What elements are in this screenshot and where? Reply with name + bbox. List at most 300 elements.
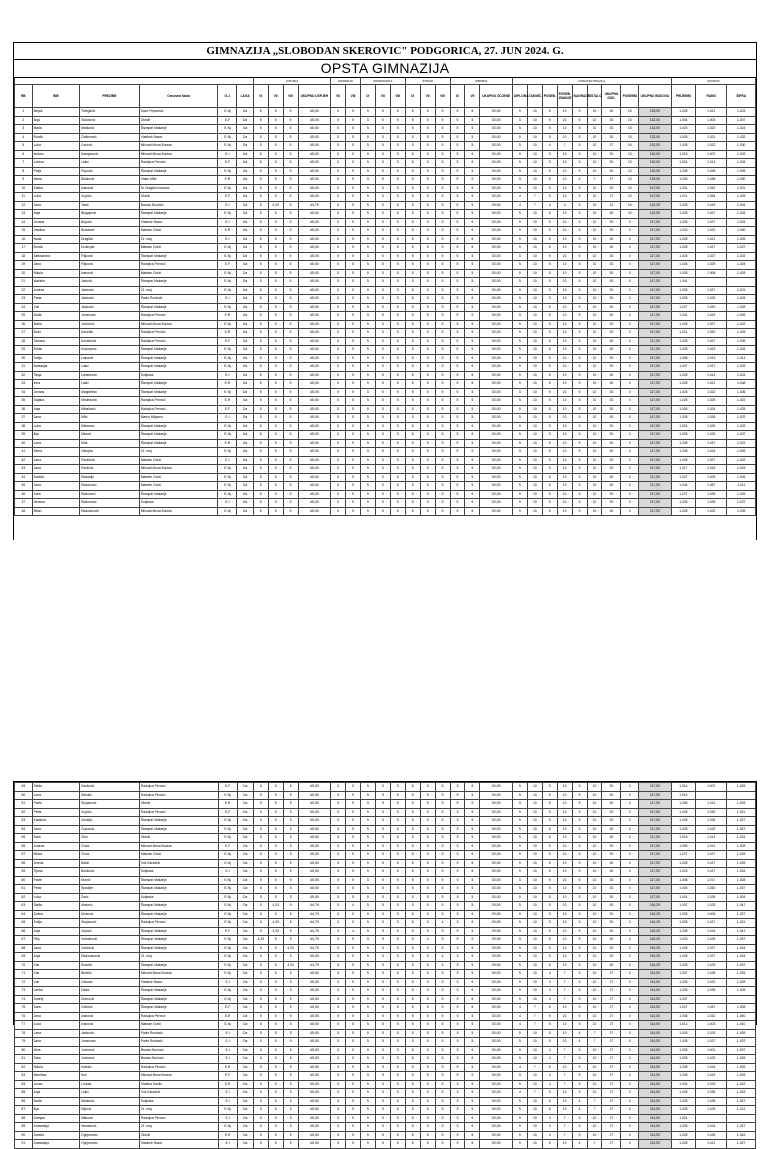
table-cell: 0 [621,910,639,919]
table-cell: Mejaš [32,108,79,117]
table-cell: 5 [512,405,527,414]
table-cell: 0 [621,499,639,508]
table-cell: 10 [621,184,639,193]
table-cell: 5 [283,125,298,134]
table-cell: 5 [435,346,450,355]
table-cell: 27 [602,1072,621,1081]
table-cell: 5 [405,851,420,860]
table-cell: 5 [253,482,268,491]
table-cell: 5 [450,184,465,193]
table-cell: 30,00 [480,337,513,346]
table-cell: 1-025 [727,193,756,202]
table-cell: 45,00 [298,791,331,800]
table-cell: 5 [253,791,268,800]
table-cell: 5 [572,286,587,295]
table-cell: 5 [360,210,375,219]
table-cell: 5 [375,431,390,440]
table-cell: 5 [420,210,435,219]
table-cell: 13 [621,167,639,176]
table-cell: 7 [587,1038,602,1047]
table-cell: 5 [435,978,450,987]
table-cell: 1.026 [696,414,727,423]
table-cell: 27 [602,1004,621,1013]
table-cell: 5 [435,388,450,397]
table-cell: 5 [390,167,405,176]
table-cell: 5 [450,176,465,185]
table-cell: 30,00 [480,261,513,270]
table-row [15,473,756,482]
table-cell: 5 [375,380,390,389]
table-cell: 61 [15,885,33,894]
table-cell: 4 [572,1038,587,1047]
table-cell: 5 [572,800,587,809]
table-cell: 62 [15,893,33,902]
table-cell: 5 [512,465,527,474]
table-cell: 5 [420,337,435,346]
table-cell: 34 [15,388,33,397]
table-cell: 30,00 [480,456,513,465]
table-cell: Da [237,859,253,868]
table-row [15,150,756,159]
table-cell: E-I [218,201,237,210]
table-cell: 1.027 [696,218,727,227]
table-cell: 5 [405,465,420,474]
table-cell: 5 [450,363,465,372]
table-cell: 7 [15,159,33,168]
table-cell: 5 [572,817,587,826]
table-cell: 5 [405,1114,420,1123]
table-cell: 129,00 [639,176,672,185]
table-cell: 5 [268,269,283,278]
table-cell: 5 [268,227,283,236]
table-cell: 5 [346,176,361,185]
table-cell: 1-024 [727,261,756,270]
table-cell: 1-028 [727,303,756,312]
table-cell: Jaković [80,278,140,287]
table-cell: Anastasija [32,1123,80,1132]
table-cell: 5 [360,329,375,338]
table-cell: 5 [465,825,480,834]
table-cell: 10 [527,868,542,877]
table-cell [696,791,727,800]
table-cell: 117,00 [639,876,672,885]
table-cell: 5 [253,363,268,372]
table-cell: 117,00 [639,817,672,826]
table-cell: 5 [450,834,465,843]
table-cell [727,995,756,1004]
table-cell: 5 [360,133,375,142]
table-cell: 5 [420,1004,435,1013]
table-cell: E-Nj [218,825,237,834]
table-cell: 10 [587,851,602,860]
table-cell: 1-026 [727,1055,756,1064]
table-cell: 5 [361,978,376,987]
table-cell: Štampar Makarije [139,363,218,372]
table-cell: 5 [331,1029,346,1038]
table-cell: 4 [542,201,557,210]
table-cell: 5 [465,1089,480,1098]
table-cell: 1-027 [727,910,756,919]
table-cell: 7 [527,1004,542,1013]
table-cell: 5 [346,791,361,800]
table-cell: 10 [557,1029,572,1038]
table-cell: 30 [602,490,621,499]
table-cell: 5 [346,261,361,270]
table-cell: Cekovic [80,978,140,987]
table-cell: 5 [283,902,298,911]
table-cell: 21. maj [139,448,218,457]
table-cell: 30,00 [480,1089,513,1098]
table-cell: 73 [15,987,33,996]
table-cell: 5 [253,252,268,261]
table-cell: 10 [587,953,602,962]
table-cell: 15 [621,116,639,125]
table-cell: 5 [405,1021,420,1030]
table-cell: 10 [527,970,542,979]
table-cell: 86 [15,1097,33,1106]
table-cell: 10 [527,269,542,278]
table-cell: 5 [512,893,527,902]
table-cell: Radojica Perović [139,405,218,414]
table-cell: Da [237,499,253,508]
table-cell: 10 [557,1063,572,1072]
table-cell: 1.011 [671,193,695,202]
table-cell: Radojica Perović [139,261,218,270]
table-cell: Da [237,893,253,902]
table-cell: 27 [602,1063,621,1072]
table-cell: 5 [435,808,450,817]
table-cell: Radojica Perović [139,1063,218,1072]
table-cell: 5 [360,218,375,227]
table-cell: 5 [375,868,390,877]
table-cell: E-F [218,159,237,168]
table-cell: 0 [621,473,639,482]
table-cell: 5 [331,405,346,414]
table-cell: 5 [360,142,375,151]
table-cell: 5 [465,201,480,210]
table-cell: 5 [465,1072,480,1081]
table-cell: E-Nj [218,210,237,219]
table-cell: 1-027 [727,1123,756,1132]
table-cell: 4 [572,1106,587,1115]
table-cell: 27 [602,193,621,202]
table-cell: 5 [268,286,283,295]
table-cell: 5 [450,1072,465,1081]
table-cell: Milica [32,851,80,860]
table-cell: 5 [361,808,376,817]
table-cell: 30,00 [480,851,513,860]
table-cell: 5 [360,448,375,457]
table-cell: 27 [602,970,621,979]
table-cell: 5 [253,961,268,970]
table-cell: Da [237,507,253,516]
table-cell: 5 [465,851,480,860]
table-cell: 5 [572,448,587,457]
table-cell: 5 [450,876,465,885]
table-cell: 10 [527,817,542,826]
table-cell: 5 [420,944,435,953]
table-cell: 5 [268,851,283,860]
table-cell: 5 [390,465,405,474]
table-cell: 5 [375,944,390,953]
table-cell: 10 [587,201,602,210]
table-cell: 5 [420,1063,435,1072]
table-cell: Maksim Gorki [139,244,218,253]
table-cell: 5 [361,876,376,885]
table-cell: 10 [587,167,602,176]
table-cell: 5 [572,439,587,448]
table-cell: E-I [218,868,237,877]
table-cell: 5 [465,184,480,193]
table-cell: Anja [32,927,80,936]
table-cell: 83 [15,1072,33,1081]
table-cell: 45,00 [298,150,331,159]
table-cell: 1.030 [696,885,727,894]
table-cell: 10 [557,1012,572,1021]
table-cell: 5 [390,995,405,1004]
table-cell: 5 [435,354,450,363]
table-cell: 5 [512,371,527,380]
table-cell: 5 [375,329,390,338]
table-cell: 1.015 [671,150,695,159]
table-cell: 1.027 [671,473,695,482]
table-row [15,961,756,970]
table-cell: 5 [253,354,268,363]
table-cell: 5 [253,201,268,210]
table-cell: 10 [527,261,542,270]
table-cell: 5 [465,507,480,516]
table-cell: 5 [450,1089,465,1098]
table-cell: Vuk [32,970,80,979]
table-cell: 56 [15,842,33,851]
table-cell: 5 [253,944,268,953]
table-cell: 5 [390,825,405,834]
table-cell: 10 [557,431,572,440]
table-cell: 5 [346,167,361,176]
table-cell: 5 [450,278,465,287]
table-cell: Filipović [80,261,140,270]
table-cell: E-Nj [218,125,237,134]
table-cell: 57 [15,851,33,860]
column-header: ŠIFRA [727,85,756,108]
table-cell: 5 [375,851,390,860]
table-cell: 5 [283,167,298,176]
table-cell: 5 [405,278,420,287]
table-cell: 4 [346,902,361,911]
table-cell: 0 [621,953,639,962]
table-cell: E-R [218,1063,237,1072]
table-cell: 10 [527,218,542,227]
table-cell: E-I [218,235,237,244]
table-cell: 10 [587,150,602,159]
table-cell: 5 [542,363,557,372]
table-cell: 15 [621,125,639,134]
table-cell: 5 [450,448,465,457]
table-row [15,312,756,321]
table-cell: 5 [253,218,268,227]
table-cell: 5 [512,783,527,792]
table-cell: Sofina [32,910,80,919]
table-cell: 5 [542,218,557,227]
table-cell: E-I [218,1114,237,1123]
table-cell: 5 [450,1106,465,1115]
table-cell: 1.009 [671,842,695,851]
table-cell: E-F [218,927,237,936]
table-cell: 5 [360,303,375,312]
table-cell: 5 [450,244,465,253]
table-cell: Savković [80,783,140,792]
table-cell: 45,00 [298,808,331,817]
table-cell: 5 [435,1080,450,1089]
table-cell: 5 [465,961,480,970]
table-cell: 30 [602,422,621,431]
table-cell: 5 [253,970,268,979]
table-cell: 5 [572,125,587,134]
table-cell: 10 [557,371,572,380]
table-cell: 40 [15,439,33,448]
table-cell: 0 [621,1097,639,1106]
table-cell: 30,00 [480,320,513,329]
table-cell: Da [237,1140,253,1149]
table-cell: 5 [346,142,361,151]
table-cell: Jana [32,1012,80,1021]
table-cell: 10 [587,800,602,809]
table-cell: 5 [283,159,298,168]
table-cell: 4,33 [268,902,283,911]
table-cell: 5 [331,783,346,792]
table-cell: 5 [390,1029,405,1038]
table-cell: 30,00 [480,970,513,979]
table-cell: 1.022 [696,825,727,834]
table-cell: 5 [542,1029,557,1038]
table-cell: 5 [283,312,298,321]
table-cell: 5 [390,482,405,491]
table-cell: 1.001 [696,1046,727,1055]
table-cell: Da [237,1029,253,1038]
table-cell: 5 [390,1046,405,1055]
table-cell: 117,00 [639,490,672,499]
table-cell: Štampar Makarije [139,346,218,355]
table-cell: 30 [602,507,621,516]
table-cell: 5 [420,159,435,168]
table-cell: 5 [542,851,557,860]
table-row [15,456,756,465]
table-cell: 5 [542,490,557,499]
table-cell: Maksim [32,278,79,287]
table-cell: Milorad Musa Burzan [139,320,218,329]
table-cell: 5 [512,448,527,457]
table-cell: 30,00 [480,885,513,894]
table-cell: 5 [375,885,390,894]
table-cell: 19 [15,261,33,270]
table-cell: 5 [346,970,361,979]
table-cell: 5 [512,278,527,287]
table-row [15,851,756,860]
table-cell: 5 [572,354,587,363]
table-row [15,995,756,1004]
table-cell: 5 [331,1080,346,1089]
table-cell: 30 [602,499,621,508]
table-cell: 1.025 [671,337,695,346]
table-cell: 30 [602,116,621,125]
table-cell: 5 [283,783,298,792]
table-cell: 5 [465,218,480,227]
table-cell: 5 [572,201,587,210]
table-cell: 5 [512,320,527,329]
table-cell: 5 [572,1131,587,1140]
table-cell: 10 [527,953,542,962]
table-cell: Da [237,210,253,219]
table-row [15,859,756,868]
table-cell: 117,00 [639,473,672,482]
table-cell: 10 [557,252,572,261]
table-cell: 30 [602,150,621,159]
table-cell: 5 [465,405,480,414]
table-cell: 1.025 [671,978,695,987]
table-cell: 5 [375,936,390,945]
table-row [15,1080,756,1089]
table-cell: 5 [346,1080,361,1089]
table-cell: 1.025 [671,252,695,261]
table-cell: 1-037 [727,431,756,440]
table-cell: 5 [283,936,298,945]
table-cell: 1.024 [696,927,727,936]
table-cell: 5 [512,1080,527,1089]
table-cell: 116,29 [639,902,672,911]
table-cell: 1.012 [696,842,727,851]
table-cell: 5 [512,312,527,321]
table-cell: 10 [587,808,602,817]
table-cell: 117,00 [639,286,672,295]
table-cell: 5 [465,1004,480,1013]
table-cell: 4,33 [268,201,283,210]
table-cell: 5 [420,791,435,800]
table-cell: Mitković [80,1114,140,1123]
table-cell: 5 [435,1038,450,1047]
table-cell: 5 [346,286,361,295]
table-cell: 4,33 [283,944,298,953]
table-cell: 10 [527,295,542,304]
table-cell: 5 [331,431,346,440]
table-cell: Anja [32,210,79,219]
table-cell: 5 [331,868,346,877]
table-cell: 5 [253,876,268,885]
table-cell: 5 [572,1072,587,1081]
table-cell: 5 [346,842,361,851]
table-cell: 5 [346,936,361,945]
column-header: UKUPNO USPJEH [298,85,331,108]
table-cell: E-Nj [218,936,237,945]
table-cell: 5 [253,261,268,270]
table-cell: 0 [621,876,639,885]
table-cell: 5 [346,825,361,834]
table-cell: 5 [346,876,361,885]
table-cell: 5 [542,397,557,406]
column-header: POSEB. ZNANJE [557,85,572,108]
table-cell: 7 [557,995,572,1004]
table-cell: 5 [572,1080,587,1089]
table-cell: 35 [15,397,33,406]
table-cell: 10 [557,1106,572,1115]
table-cell: 29,50 [480,961,513,970]
table-cell: Sutjeska [139,499,218,508]
table-cell: Vukčević [80,944,140,953]
table-cell: 5 [360,150,375,159]
table-cell: 1.025 [696,1106,727,1115]
table-cell: 5 [360,397,375,406]
table-cell: 30 [602,927,621,936]
table-cell: 5 [512,842,527,851]
